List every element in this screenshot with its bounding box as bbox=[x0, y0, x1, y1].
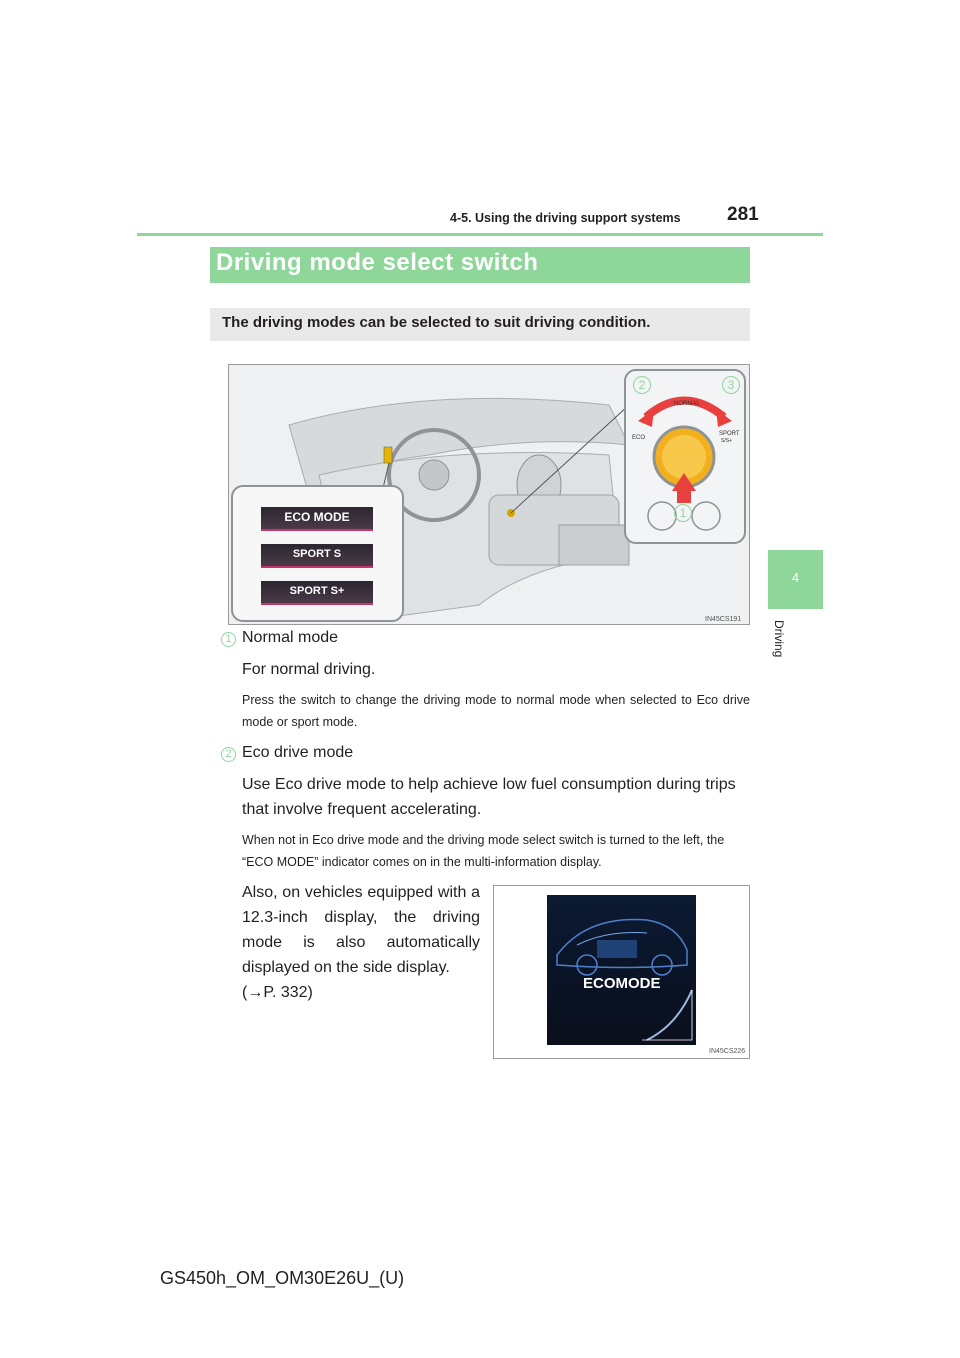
eco-mode-screen-label: ECOMODE bbox=[583, 975, 661, 992]
item-1-number: 1 bbox=[221, 632, 236, 647]
side-display-illustration bbox=[493, 885, 750, 1059]
sport-splus-indicator bbox=[261, 581, 373, 605]
document-code: GS450h_OM_OM30E26U_(U) bbox=[160, 1268, 405, 1288]
chapter-tab-label-text: Driving bbox=[772, 620, 786, 658]
page-reference: (→P. 332) bbox=[242, 984, 313, 1001]
item-1-title: Normal mode bbox=[242, 629, 339, 646]
switch-sport-sub-label: S/S+ bbox=[721, 438, 732, 444]
item-2-body: Use Eco drive mode to help achieve low fuel consumption during trips that involve frequent accelerating. bbox=[242, 776, 736, 818]
switch-eco-label: ECO bbox=[632, 435, 646, 441]
item-2-title: Eco drive mode bbox=[242, 744, 354, 761]
dashboard-illustration bbox=[228, 364, 750, 625]
page-title: Driving mode select switch bbox=[216, 249, 539, 276]
figure2-code: IN45CS226 bbox=[709, 1048, 746, 1055]
car-wireframe bbox=[547, 895, 696, 1045]
sport-splus-label: SPORT S+ bbox=[289, 585, 345, 597]
section-header: 4-5. Using the driving support systems bbox=[450, 211, 681, 225]
side-display-screen bbox=[547, 895, 696, 1045]
eco-mode-label: ECO MODE bbox=[284, 510, 350, 524]
chapter-tab-label bbox=[764, 620, 794, 670]
sport-s-indicator bbox=[261, 544, 373, 568]
item-2-note: When not in Eco drive mode and the driving mode select switch is turned to the left, the “ECO MODE” indicator comes on in the multi-information display. bbox=[242, 833, 725, 869]
item-1-note: Press the switch to change the driving mode to normal mode when selected to Eco drive mode or sport mode. bbox=[242, 693, 750, 729]
sport-s-label: SPORT S bbox=[292, 548, 342, 560]
switch-sport-label: SPORT bbox=[719, 431, 740, 437]
callout-3: 3 bbox=[722, 376, 740, 394]
side-display-text: Also, on vehicles equipped with a 12.3-inch display, the driving mode is also automatically displayed on the side display. bbox=[242, 884, 480, 976]
figure1-code: IN45CS191 bbox=[705, 616, 742, 623]
item-1-body: For normal driving. bbox=[242, 661, 376, 678]
item-2-number: 2 bbox=[221, 747, 236, 762]
chapter-tab-number: 4 bbox=[791, 570, 800, 585]
callout-1: 1 bbox=[674, 504, 692, 522]
eco-mode-indicator bbox=[261, 507, 373, 531]
page-number: 281 bbox=[727, 204, 759, 225]
intro-text: The driving modes can be selected to suit driving condition. bbox=[222, 314, 651, 331]
callout-2: 2 bbox=[633, 376, 651, 394]
header-rule bbox=[137, 233, 823, 236]
switch-normal-label: NORMAL bbox=[674, 401, 700, 407]
